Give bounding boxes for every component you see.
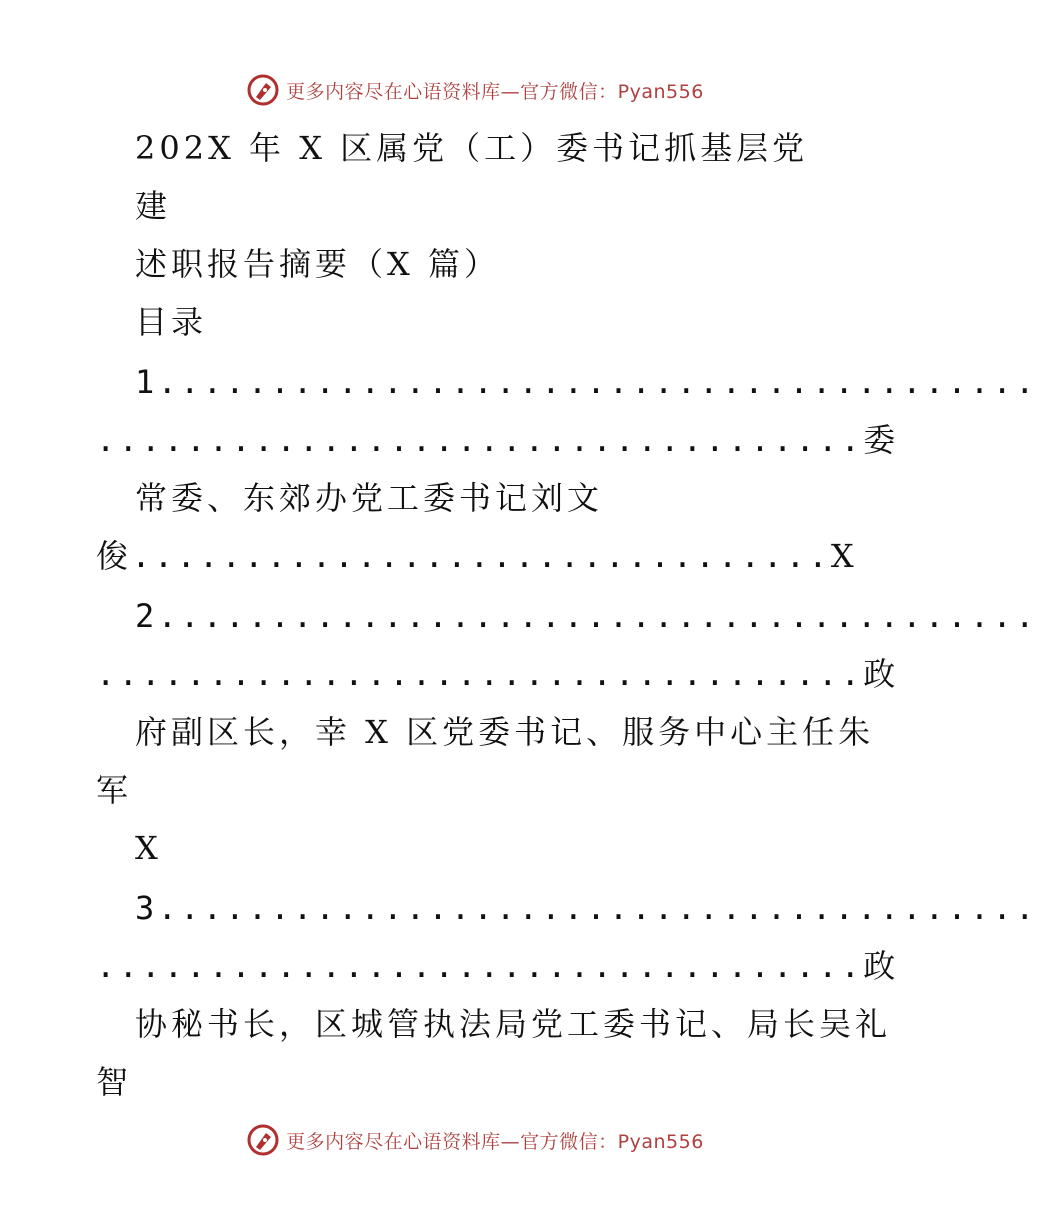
watermark-banner-bottom (0, 1120, 950, 1160)
toc-entry-number: 3. (135, 889, 181, 927)
toc-entry-leader-line (96, 654, 899, 694)
pen-nib-icon (246, 1123, 280, 1157)
toc-entry-desc-line-1: 常委、东郊办党工委书记刘文 (135, 479, 604, 517)
toc-entry-desc-line-2: 智 (96, 1063, 133, 1101)
dot-leader: ...................................... (180, 597, 1038, 635)
toc-entry-number: 2. (135, 597, 181, 635)
toc-entry-desc-line-1: 府副区长，幸 X 区党委书记、服务中心主任朱 (135, 713, 875, 751)
toc-entry-desc-end: 俊 (96, 537, 132, 575)
toc-entry-number-line (135, 362, 1038, 402)
toc-entry-desc-line-1: 协秘书长，区城管执法局党工委书记、局长吴礼 (135, 1005, 892, 1043)
toc-entry-leader-line (96, 946, 899, 986)
toc-entry-leader-line (96, 420, 899, 460)
dot-leader: ............................... (131, 537, 831, 575)
dot-leader: .................................. (96, 655, 864, 693)
dot-leader: ...................................... (180, 889, 1038, 927)
toc-entry-number: 1. (135, 363, 181, 401)
document-title-line-2: 建 (135, 187, 172, 225)
pen-nib-icon (246, 73, 280, 107)
dot-leader: .................................. (96, 421, 864, 459)
toc-entry-desc-line-2: 军 (96, 771, 133, 809)
watermark-text: 更多内容尽在心语资料库—官方微信：Pyan556 (286, 80, 704, 103)
watermark-banner-top (0, 70, 950, 110)
toc-entry-tail: 委 (863, 421, 899, 459)
dot-leader: .................................. (96, 947, 864, 985)
watermark-text: 更多内容尽在心语资料库—官方微信：Pyan556 (286, 1130, 704, 1153)
toc-entry-page: X (830, 537, 857, 575)
toc-heading: 目录 (135, 303, 208, 341)
toc-entry-number-line (135, 888, 1038, 928)
toc-entry-page: X (135, 829, 162, 867)
dot-leader: ...................................... (180, 363, 1038, 401)
toc-entry-number-line (135, 596, 1038, 636)
document-title-line-1: 202X 年 X 区属党（工）委书记抓基层党 (135, 129, 809, 167)
toc-entry-desc-line-2 (96, 536, 857, 576)
toc-entry-tail: 政 (863, 655, 899, 693)
document-title-line-3: 述职报告摘要（X 篇） (135, 245, 500, 283)
toc-entry-tail: 政 (863, 947, 899, 985)
